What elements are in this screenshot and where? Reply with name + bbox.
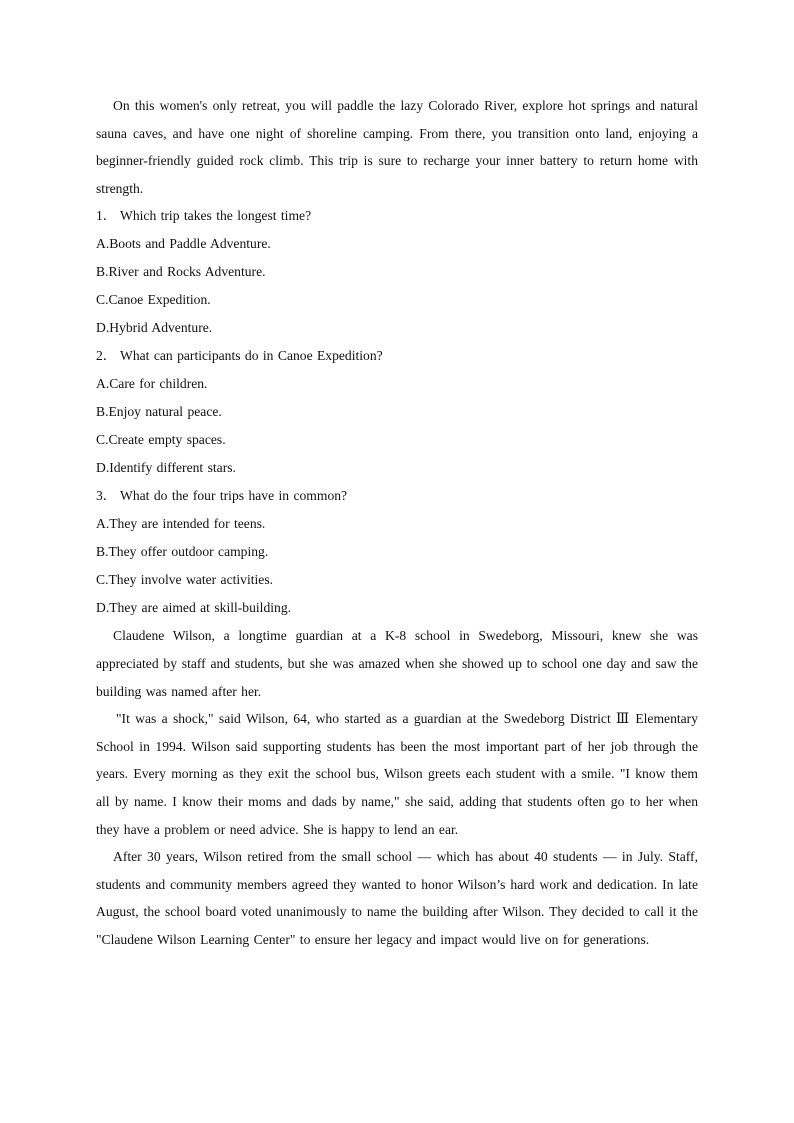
question-2-stem bbox=[96, 342, 698, 370]
wilson-paragraph-2: "It was a shock," said Wilson, 64, who started as a guardian at the Swedeborg District Ⅲ Elementary School in 1994. Wilson said supporting students has been the most important part of her job through the years. Every morning as they exit the school bus, Wilson greets each student with a smile. "I know them all by name. I know their moms and dads by name," she said, adding that students often go to her when they have a problem or need advice. She is happy to lend an ear. bbox=[96, 711, 698, 837]
wilson-paragraph-3: After 30 years, Wilson retired from the small school — which has about 40 students — in July. Staff, students and community members agreed they wanted to honor Wilson’s hard work and dedication. In late August, the school board voted unanimously to name the building after Wilson. They decided to call it the "Claudene Wilson Learning Center" to ensure her legacy and impact would live on for generations. bbox=[96, 849, 698, 947]
question-3-option-c[interactable]: C.They involve water activities. bbox=[96, 572, 274, 588]
question-2-option-d[interactable]: D.Identify different stars. bbox=[96, 460, 236, 476]
question-1-option-a[interactable]: A.Boots and Paddle Adventure. bbox=[96, 236, 271, 252]
question-2-option-b[interactable]: B.Enjoy natural peace. bbox=[96, 404, 222, 420]
question-1 bbox=[96, 202, 698, 342]
question-2-number: 2． bbox=[96, 348, 117, 364]
question-3-option-b[interactable]: B.They offer outdoor camping. bbox=[96, 544, 269, 560]
question-2 bbox=[96, 342, 698, 482]
question-3-option-d[interactable]: D.They are aimed at skill-building. bbox=[96, 600, 292, 616]
question-3-option-a[interactable]: A.They are intended for teens. bbox=[96, 516, 266, 532]
retreat-paragraph: On this women's only retreat, you will paddle the lazy Colorado River, explore hot springs and natural sauna caves, and have one night of shoreline camping. From there, you transition onto land, enjoying a beginner-friendly guided rock climb. This trip is sure to recharge your inner battery to return home with strength. bbox=[96, 98, 698, 196]
question-3-text: What do the four trips have in common? bbox=[120, 488, 348, 504]
question-2-text: What can participants do in Canoe Expedition? bbox=[120, 348, 383, 364]
question-1-text: Which trip takes the longest time? bbox=[120, 208, 312, 224]
question-1-option-b[interactable]: B.River and Rocks Adventure. bbox=[96, 264, 266, 280]
question-3 bbox=[96, 482, 698, 622]
question-1-option-d[interactable]: D.Hybrid Adventure. bbox=[96, 320, 213, 336]
question-1-number: 1． bbox=[96, 208, 117, 224]
question-1-stem bbox=[96, 202, 698, 230]
wilson-paragraph-1: Claudene Wilson, a longtime guardian at a K-8 school in Swedeborg, Missouri, knew she was appreciated by staff and students, but she was amazed when she showed up to school one day and saw the building was named after her. bbox=[96, 628, 698, 699]
question-2-option-a[interactable]: A.Care for children. bbox=[96, 376, 208, 392]
document-content bbox=[96, 92, 698, 954]
question-1-option-c[interactable]: C.Canoe Expedition. bbox=[96, 292, 211, 308]
question-2-option-c[interactable]: C.Create empty spaces. bbox=[96, 432, 226, 448]
question-3-number: 3． bbox=[96, 488, 117, 504]
question-3-stem bbox=[96, 482, 698, 510]
